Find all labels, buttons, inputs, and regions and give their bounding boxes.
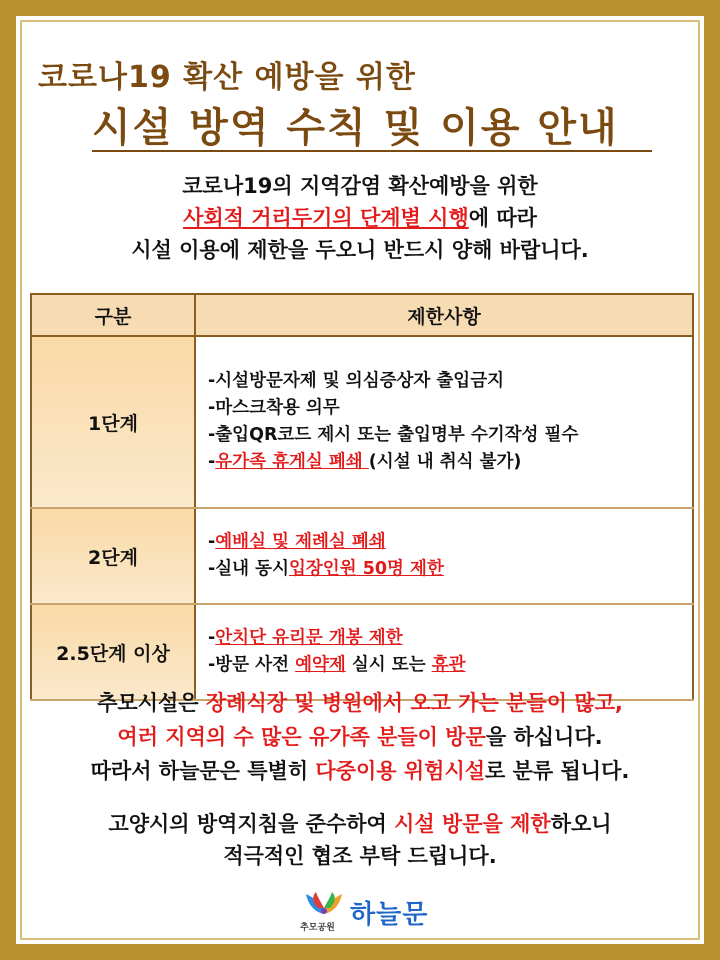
detail-highlight: 예약제 [295,655,346,675]
notice-plain: 을 하십니다. [485,725,603,749]
table-row [31,508,693,604]
detail-line: -시설방문자제 및 의심증상자 출입금지 [208,371,505,391]
detail-line: -출입QR코드 제시 또는 출입명부 수기작성 필수 [208,425,579,445]
notice-plain: 추모시설은 [97,691,206,715]
intro-line-2 [40,202,680,234]
detail-highlight: 예배실 및 제례실 폐쇄 [215,532,386,552]
restriction-table [30,293,694,701]
logo-name: 하늘문 [350,900,429,930]
title-line-2: 시설 방역 수칙 및 이용 안내 [92,105,619,151]
detail-prefix: - [208,532,216,552]
notice-plain: 로 분류 됩니다. [485,759,630,783]
detail-highlight: 유가족 휴게실 폐쇄 [215,452,369,472]
bird-logo-icon [304,888,344,922]
stage-cell: 2.5단계 이상 [31,604,195,700]
intro-line-2-rest: 에 따라 [468,206,537,230]
notice-highlight: 다중이용 위험시설 [315,759,486,783]
detail-cell [195,336,693,508]
notice-text [30,686,690,788]
detail-prefix: -실내 동시 [208,559,289,579]
notice-highlight: 여러 지역의 수 많은 유가족 분들이 방문 [117,725,486,749]
intro-line-3: 시설 이용에 제한을 두오니 반드시 양해 바랍니다. [131,238,589,262]
closing-line-1 [30,808,690,840]
table-row [31,336,693,508]
detail-highlight: 휴관 [431,655,466,675]
closing-plain: 고양시의 방역지침을 준수하여 [108,812,395,836]
notice-line-3 [30,754,690,788]
detail-mid: 실시 또는 [345,655,432,675]
detail-prefix: - [208,628,216,648]
closing-highlight: 시설 방문을 제한 [394,812,551,836]
header-restriction: 제한사항 [195,294,693,336]
detail-line [208,625,686,652]
intro-highlight: 사회적 거리두기의 단계별 시행 [183,206,469,230]
header-stage: 구분 [31,294,195,336]
detail-line [208,529,686,556]
notice-line-1 [30,686,690,720]
detail-cell [195,508,693,604]
closing-plain: 하오니 [550,812,612,836]
detail-highlight: 입장인원 50명 제한 [288,559,444,579]
closing-text [30,808,690,872]
stage-cell: 2단계 [31,508,195,604]
stage-cell: 1단계 [31,336,195,508]
detail-line [208,449,686,476]
detail-line [208,652,686,679]
title-underline [92,150,652,152]
detail-line: -마스크착용 의무 [208,398,340,418]
notice-line-2 [30,720,690,754]
detail-rest: (시설 내 취식 불가) [368,452,522,472]
title-line-1: 코로나19 확산 예방을 위한 [38,60,416,95]
detail-highlight: 안치단 유리문 개봉 제한 [215,628,403,648]
notice-highlight: 장례식장 및 병원에서 오고 가는 분들이 많고, [205,691,623,715]
notice-plain: 따라서 하늘문은 특별히 [90,759,316,783]
detail-prefix: - [208,452,216,472]
closing-line-2: 적극적인 협조 부탁 드립니다. [223,844,497,868]
logo-subtitle: 추모공원 [300,923,335,933]
detail-line [208,556,686,583]
table-header-row [31,294,693,336]
detail-prefix: -방문 사전 [208,655,296,675]
intro-line-1: 코로나19의 지역감염 확산예방을 위한 [182,174,538,198]
logo [290,886,450,936]
intro-text [40,170,680,266]
